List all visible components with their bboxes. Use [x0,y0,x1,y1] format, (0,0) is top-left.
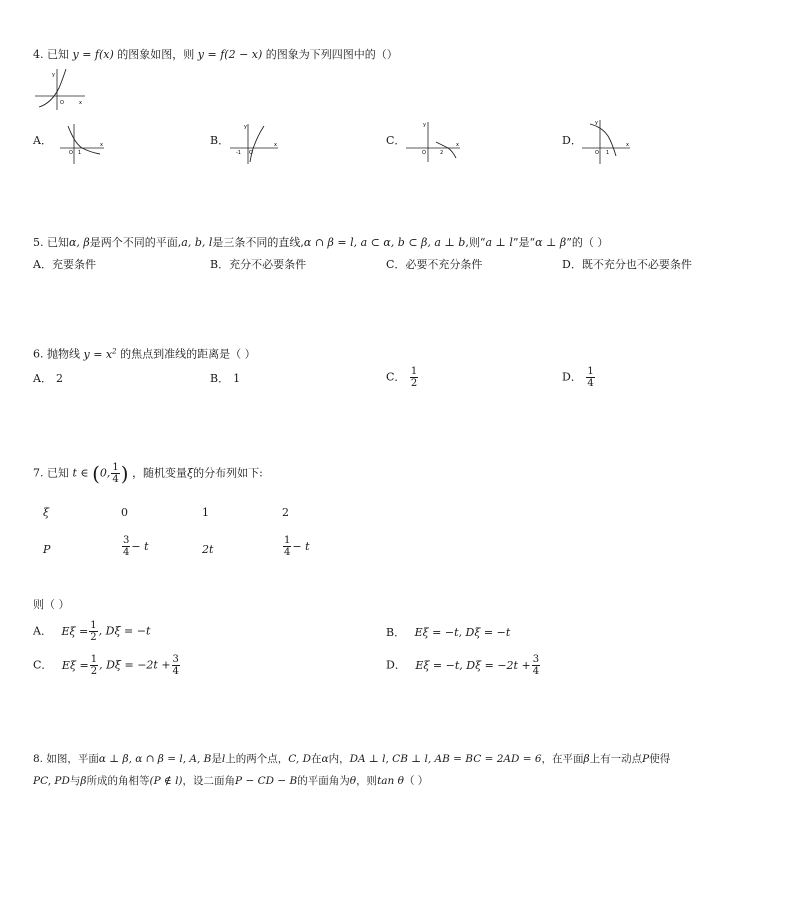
tick-label: O [69,150,73,156]
table-cell: 2 [282,506,289,519]
q5-option-b[interactable]: B．充分不必要条件 [210,258,307,271]
tick-label: 1 [78,150,82,156]
q5-text-f: ”的（ ） [566,236,609,249]
q4-eq2: y = f(2 − x) [197,48,263,61]
tick-label: -1 [236,150,241,156]
q5-option-a[interactable]: A．充要条件 [33,258,96,271]
q4-stem [33,48,398,62]
q7-stem: 7. 已知 t ∈ (0, $\frac{1}{4}$ ) ，随机变量ξ的分布列如下: [33,461,263,486]
q6-option-d[interactable]: D． $\frac{1}{4}$ [562,366,594,389]
q6-text-b: 的焦点到准线的距离是（ ） [120,347,256,361]
q6-option-a[interactable]: A． 2 [33,372,63,385]
q5-text-b: 是两个不同的平面, [89,236,182,249]
q5-stem [33,236,608,250]
q4-given-graph [33,66,89,112]
q5-option-c[interactable]: C．必要不充分条件 [386,258,483,271]
q4-option-d-graph [580,116,634,166]
q5-m4: a ⊥ l [485,236,513,249]
q7-option-b[interactable]: B． Eξ = −t, Dξ = −t [386,626,511,639]
q4-option-d-label[interactable]: D． [562,134,582,147]
q4-option-a-graph [58,118,106,166]
origin-label: O [60,100,64,106]
q4-mid: 的图象如图，则 [117,48,195,61]
axis-x-label: x [79,100,82,106]
q8-line-2: PC, PD与β所成的角相等(P ∉ l)，设二面角P − CD − B的平面角为θ，则tan θ（ ） [33,775,429,787]
tick-label: 1 [606,150,610,156]
table-cell: 0 [121,506,128,519]
table-cell: ξ [43,506,50,519]
table-cell: 1 [202,506,209,519]
q7-option-d[interactable]: D． Eξ = −t, Dξ = −2t + $\frac{3}{4}$ [386,654,540,677]
table-cell: 2t [202,543,214,556]
q4-option-c-graph [404,118,462,166]
curve [590,124,616,156]
q7-option-c[interactable]: C． Eξ = $\frac{1}{2}$ , Dξ = −2t + $\frac{3}{4}$ [33,654,179,677]
q5-m3: α ∩ β = l, a ⊂ α, b ⊂ β, a ⊥ b [303,236,466,249]
q6-eq: $y = x^2$ [83,347,117,361]
q5-text-c: 是三条不同的直线, [212,236,304,249]
table-cell: $\frac{1}{4}$ − t [284,535,310,558]
axis-y-label: y [244,124,247,130]
q7-option-a[interactable]: A． Eξ = $\frac{1}{2}$ , Dξ = −t [33,620,151,643]
q5-m1: α, β [69,236,90,249]
axis-y-label: y [52,72,55,78]
q5-m2: a, b, l [181,236,213,249]
q5-text-e: ”是“ [512,236,536,249]
tick-label: 2 [440,150,444,156]
axis-x-label: x [100,142,103,148]
q4-prefix: 4. 已知 [33,48,69,61]
fraction: $\frac{1}{4}$ [587,366,594,389]
q7-ze: 则（ ） [33,598,70,611]
q6-text-a: 6. 抛物线 [33,347,80,361]
q8-line-1: 8. 如图，平面α ⊥ β, α ∩ β = l, A, B是l上的两个点，C, D在α内，DA ⊥ l, CB ⊥ l, AB = BC = 2AD = 6，在平面β上有一动点P使得 [33,753,671,765]
q4-option-a-label[interactable]: A． [33,134,52,147]
q5-m5: α ⊥ β [535,236,567,249]
axis-x-label: x [274,142,277,148]
table-cell: P [43,543,51,556]
axis-y-label: y [595,120,598,126]
table-cell: $\frac{3}{4}$ − t [123,535,149,558]
axis-y-label: y [423,122,426,128]
tick-label: O [249,150,253,156]
q4-eq1: y = f(x) [72,48,114,61]
q4-option-b-graph [228,118,280,166]
q5-text-a: 5. 已知 [33,236,69,249]
q6-stem [33,344,256,362]
curve [250,126,264,162]
curve [436,142,456,158]
fraction: $\frac{1}{2}$ [410,366,418,389]
q5-option-d[interactable]: D．既不充分也不必要条件 [562,258,692,271]
q6-option-c[interactable]: C． $\frac{1}{2}$ [386,366,418,389]
fraction: $\frac{1}{4}$ [112,462,119,485]
tick-label: O [595,150,599,156]
q4-option-b-label[interactable]: B． [210,134,230,147]
q4-option-c-label[interactable]: C． [386,134,406,147]
q6-option-b[interactable]: B． 1 [210,372,241,385]
axis-x-label: x [626,142,629,148]
q5-text-d: ,则“ [465,236,486,249]
tick-label: O [422,150,426,156]
q4-suffix: 的图象为下列四图中的（） [265,48,398,61]
axis-x-label: x [456,142,459,148]
